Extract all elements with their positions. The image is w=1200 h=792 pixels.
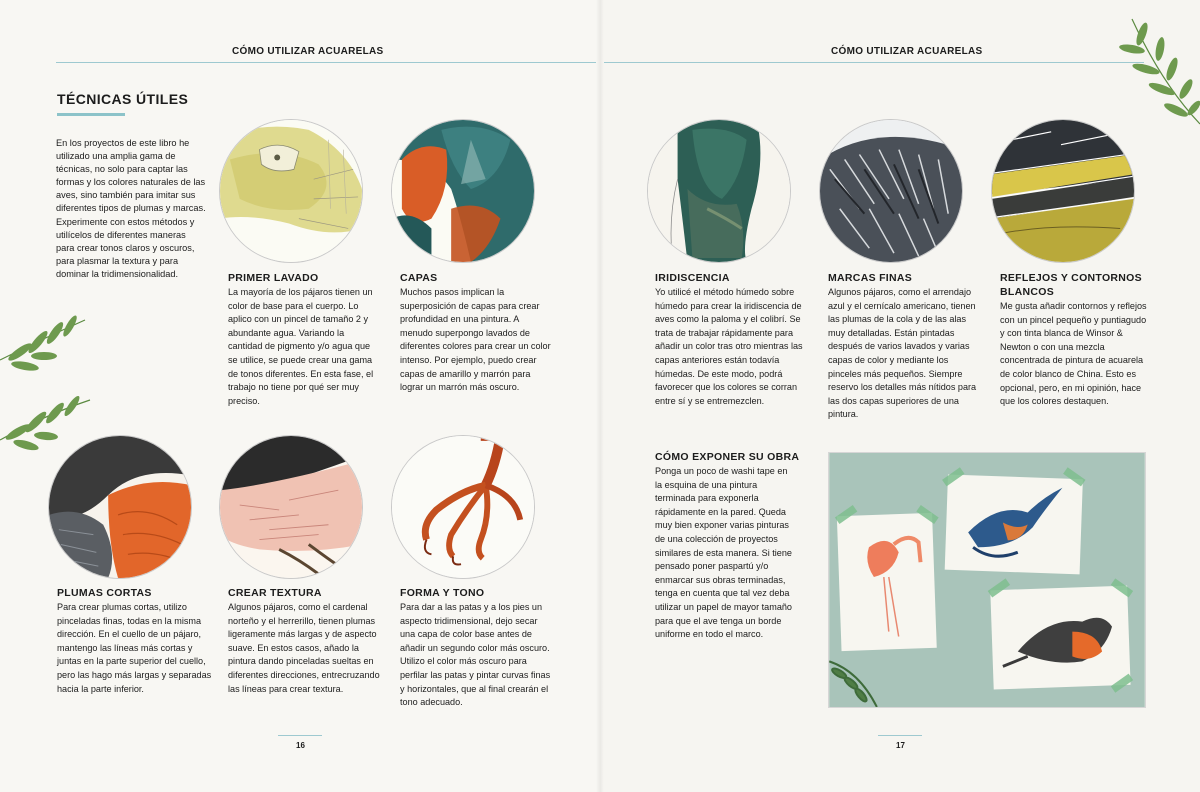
title-underline — [57, 113, 125, 116]
forma-y-tono-text: Para dar a las patas y a los pies un aspecto tridimensional, dejo secar una capa de color base antes de añadir un segundo color más oscuro. Utilizo el color más oscuro para perfilar las patas y pintar curvas finas y horizontales, que al final crearán el tono adecuado. — [400, 602, 551, 708]
crear-textura-title: CREAR TEXTURA — [228, 587, 322, 599]
header-rule-left — [56, 62, 596, 63]
intro-paragraph: En los proyectos de este libro he utilizado una amplia gama de técnicas, no solo para captar las formas y los colores naturales de las aves, sino también para imitar sus diferentes tipos de plumas y marcas. Experimente con estos métodos y utilícelos de diferentes maneras para crear tonos claros y oscuros, para plasmar la textura y para dominar la tridimensionalidad. — [56, 138, 206, 279]
primer-lavado-illustration — [219, 119, 363, 263]
running-head-left: CÓMO UTILIZAR ACUARELAS — [232, 46, 384, 57]
exhibition-photo — [828, 452, 1146, 708]
forma-y-tono-illustration — [391, 435, 535, 579]
page-number-left: 16 — [296, 741, 305, 750]
exponer-text: Ponga un poco de washi tape en la esquina de una pintura terminada para exponerla rápidamente en la pared. Queda muy bien exponer varias pinturas de una colección de proyectos similares de esta manera. Si tiene pensado poner paspartú y/o enmarcar sus obras terminadas, tenga en cuenta que tal vez deba utilizar un papel de mayor tamaño para que el ave tenga un borde uniforme en todo el marco. — [655, 466, 792, 640]
marcas-finas-text: Algunos pájaros, como el arrendajo azul y el cernícalo americano, tienen las plumas de la cola y de las alas muy detalladas. Están pintadas después de varios lavados y varias capas de color y mediante los pinceles más pequeños. Siempre reservo los detalles más nítidos para las dos capas superiores de una pintura. — [828, 287, 977, 420]
page-number-right: 17 — [896, 741, 905, 750]
crear-textura-text: Algunos pájaros, como el cardenal norteño y el herrerillo, tienen plumas ligeramente más largas y de aspecto suave. En estos casos, añado la pintura dando pinceladas sueltas en diferentes direcciones, entrecruzando las líneas para crear textura. — [228, 602, 380, 694]
reflejos-title: REFLEJOS Y CONTORNOS BLANCOS — [1000, 272, 1142, 298]
crear-textura-illustration — [219, 435, 363, 579]
primer-lavado-text: La mayoría de los pájaros tienen un color de base para el cuerpo. Lo aplico con un pincel de tamaño 2 y abundante agua. Variando la cantidad de pigmento y/o agua que se utilice, se puede crear una gama de tonos diferentes. En esta fase, el trabajo no tiene por qué ser muy preciso. — [228, 287, 374, 406]
plumas-cortas-title: PLUMAS CORTAS — [57, 587, 152, 599]
fern-leaf-icon — [0, 300, 95, 460]
capas-illustration — [391, 119, 535, 263]
capas-title: CAPAS — [400, 272, 438, 284]
exponer-title: CÓMO EXPONER SU OBRA — [655, 451, 800, 463]
primer-lavado-title: PRIMER LAVADO — [228, 272, 319, 284]
header-rule-right — [604, 62, 1144, 63]
iridiscencia-title: IRIDISCENCIA — [655, 272, 730, 284]
marcas-finas-illustration — [819, 119, 963, 263]
page-number-rule-right — [878, 735, 922, 736]
iridiscencia-text: Yo utilicé el método húmedo sobre húmedo para crear la iridiscencia de aves como la paloma y el colibrí. Se trata de trabajar rápidamente para añadir un color tras otro mientras las capas anteriores están todavía húmedas. De este modo, podrá favorecer que los colores se corran entre sí y se entremezclen. — [655, 287, 803, 406]
page-number-rule-left — [278, 735, 322, 736]
iridiscencia-illustration — [647, 119, 791, 263]
capas-text: Muchos pasos implican la superposición de capas para crear profundidad en una pintura. A menudo superpongo lavados de diferentes colores para crear un color intenso. Por ejemplo, puedo crear capas de amarillo y marrón para lograr un marrón más oscuro. — [400, 287, 551, 393]
section-title: TÉCNICAS ÚTILES — [57, 91, 189, 107]
book-gutter — [596, 0, 604, 792]
forma-y-tono-title: FORMA Y TONO — [400, 587, 485, 599]
running-head-right: CÓMO UTILIZAR ACUARELAS — [831, 46, 983, 57]
plumas-cortas-text: Para crear plumas cortas, utilizo pinceladas finas, todas en la misma dirección. En el cuello de un pájaro, mantengo las líneas más cortas y juntas en la parte superior del cuello, pero las hago más largas y separadas hacia la parte inferior. — [57, 602, 212, 694]
marcas-finas-title: MARCAS FINAS — [828, 272, 913, 284]
fern-leaf-icon — [1112, 14, 1200, 144]
reflejos-text: Me gusta añadir contornos y reflejos con un pincel pequeño y puntiagudo y con tinta blanca de Winsor & Newton o con una mezcla concentrada de pintura de acuarela de color blanco de China. Esto es opcional, pero, en mi opinión, hace que los colores destaquen. — [1000, 301, 1147, 407]
